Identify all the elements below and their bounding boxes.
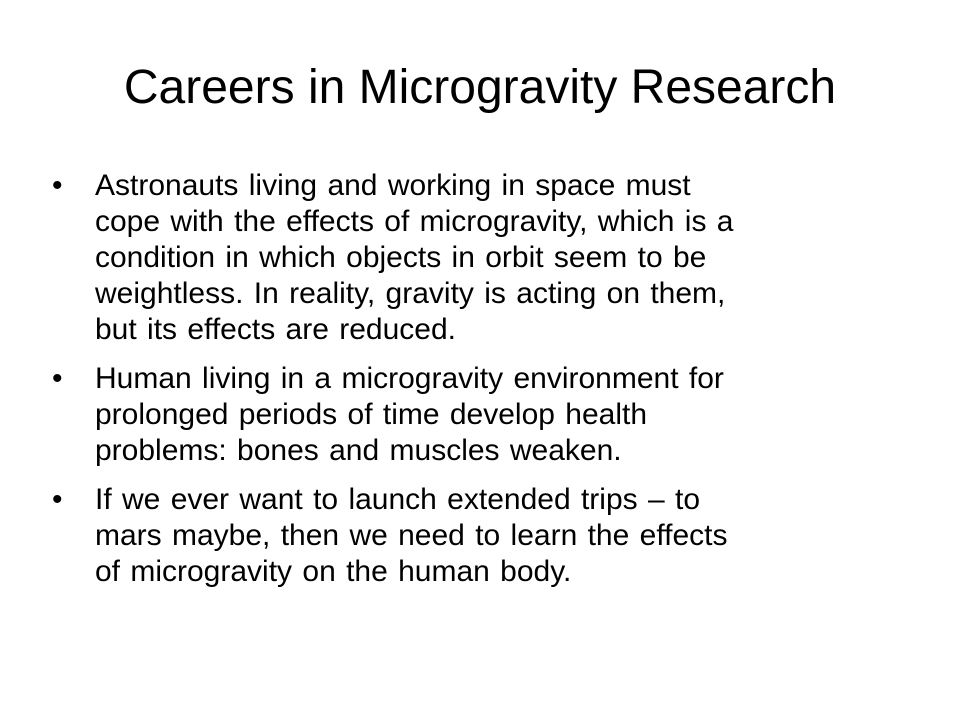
bullet-text-line: but its effects are reduced.	[95, 313, 456, 346]
bullet-text-line: Astronauts living and working in space must	[95, 169, 691, 202]
bullet-text-line: mars maybe, then we need to learn the effects	[95, 519, 728, 552]
bullet-text-line: weightless. In reality, gravity is acting on them,	[95, 277, 726, 310]
bullet-item	[52, 361, 872, 469]
bullet-text-line: condition in which objects in orbit seem to be	[95, 241, 707, 274]
bullet-marker: •	[52, 362, 63, 395]
slide-title: Careers in Microgravity Research	[123, 61, 837, 114]
bullet-list	[52, 168, 872, 603]
bullet-text-line: problems: bones and muscles weaken.	[95, 434, 622, 467]
bullet-marker: •	[52, 483, 63, 516]
bullet-marker: •	[52, 169, 63, 202]
bullet-item	[52, 168, 872, 348]
bullet-text-line: prolonged periods of time develop health	[95, 398, 648, 431]
bullet-text-line: of microgravity on the human body.	[95, 555, 572, 588]
bullet-text-line: Human living in a microgravity environment for	[95, 362, 724, 395]
bullet-item	[52, 482, 872, 590]
bullet-text-line: cope with the effects of microgravity, which is a	[95, 205, 734, 238]
bullet-text-line: If we ever want to launch extended trips – to	[95, 483, 701, 516]
